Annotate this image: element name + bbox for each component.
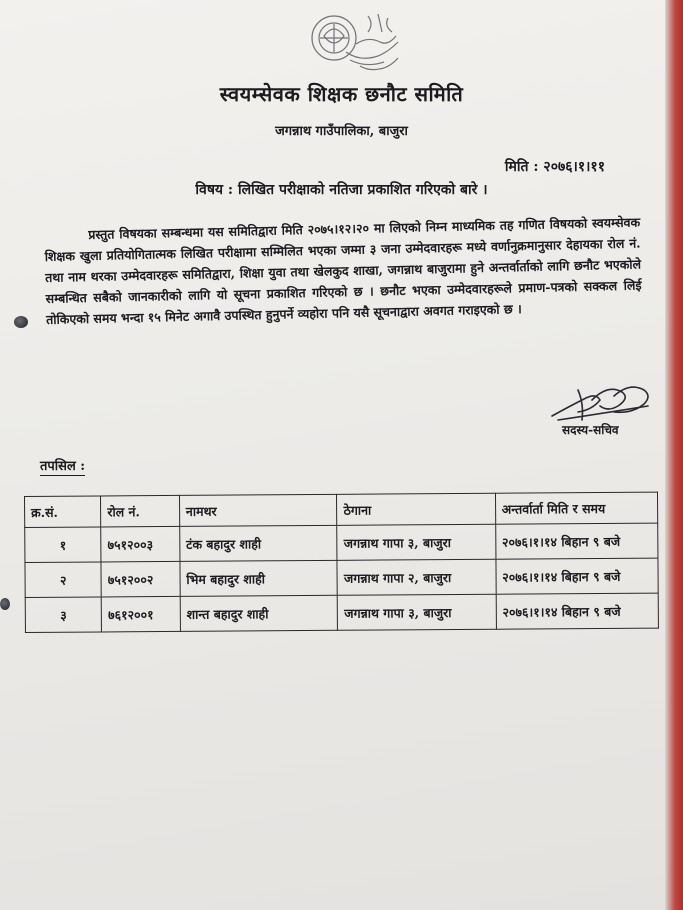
header-interview-time: अन्तर्वार्ता मिति र समय	[495, 492, 658, 524]
cell-name: टंक बहादुर शाही	[179, 525, 337, 561]
subject-line	[0, 180, 683, 199]
cell-address: जगन्नाथ गापा ३, बाजुरा	[338, 594, 496, 630]
cell-name: शान्त बहादुर शाही	[180, 595, 338, 631]
date-value: २०७६।१।११	[543, 159, 605, 175]
municipality-subtitle: जगन्नाथ गाउँपालिका, बाजुरा	[275, 124, 408, 139]
cell-serial-number: २	[25, 562, 101, 598]
table-row	[25, 558, 658, 597]
selected-candidates-table	[24, 492, 659, 633]
committee-title: स्वयम्सेवक शिक्षक छनौट समिति	[219, 82, 464, 106]
cell-roll-number: ७६१२००१	[101, 596, 180, 632]
official-seal-stamp	[298, 4, 408, 86]
signature-mark	[548, 378, 658, 426]
cell-serial-number: १	[25, 527, 101, 563]
cell-serial-number: ३	[25, 597, 101, 633]
date-label: मिति :	[504, 159, 539, 175]
punch-hole	[14, 316, 28, 328]
table-row	[25, 593, 658, 632]
header-name: नामथर	[179, 494, 337, 526]
subject-text: लिखित परीक्षाको नतिजा प्रकाशित गरिएको बारे ।	[237, 182, 488, 198]
punch-hole	[0, 598, 10, 610]
cell-interview-time: २०७६।१।१४ बिहान ९ बजे	[495, 523, 658, 559]
notice-paragraph: प्रस्तुत विषयका सम्बन्धमा यस समितिद्वारा मिति २०७५।१२।२० मा लिएको निम्न माध्यमिक तह गणित विषयको स्वयम्सेवक शिक्षक खुला प्रतियोगितात्मक लिखित परीक्षामा सम्मिलित भएका जम्मा ३ जना उम्मेदवारहरू मध्ये वर्णानुक्रमानुसार देहायका रोल नं. तथा नाम थरका उम्मेदवारहरू समितिद्वारा, शिक्षा युवा तथा खेलकुद शाखा, जगन्नाथ बाजुरामा हुने अन्तर्वार्ताको लागि छनौट भएकोले सम्बन्धित सबैको जानकारीको लागि यो सूचना प्रकाशित गरिएको छ । छनौट भएका उम्मेदवारहरूले प्रमाण-पत्रको सक्कल लिई तोकिएको समय भन्दा १५ मिनेट अगावै उपस्थित हुनुपर्ने व्यहोरा पनि यसै सूचनाद्वारा अवगत गराइएको छ ।	[44, 214, 642, 327]
table-header-row	[25, 492, 658, 527]
cell-interview-time: २०७६।१।१४ बिहान ९ बजे	[496, 593, 659, 629]
cell-address: जगन्नाथ गापा ३, बाजुरा	[337, 524, 495, 560]
table-row	[25, 523, 658, 562]
header-roll-number: रोल नं.	[101, 495, 180, 527]
details-heading: तपसिल :	[40, 456, 85, 476]
date-line	[505, 157, 605, 176]
cell-name: भिम बहादुर शाही	[180, 560, 338, 596]
header-serial-number: क्र.सं.	[25, 496, 101, 528]
cell-interview-time: २०७६।१।१४ बिहान ९ बजे	[496, 558, 659, 594]
cell-roll-number: ७५१२००३	[101, 526, 180, 562]
header-address: ठेगाना	[337, 493, 495, 525]
cell-address: जगन्नाथ गापा २, बाजुरा	[337, 559, 495, 595]
cell-roll-number: ७५१२००२	[101, 561, 180, 597]
subject-label: विषय :	[195, 182, 234, 198]
signatory-title: सदस्य-सचिव	[562, 423, 619, 437]
